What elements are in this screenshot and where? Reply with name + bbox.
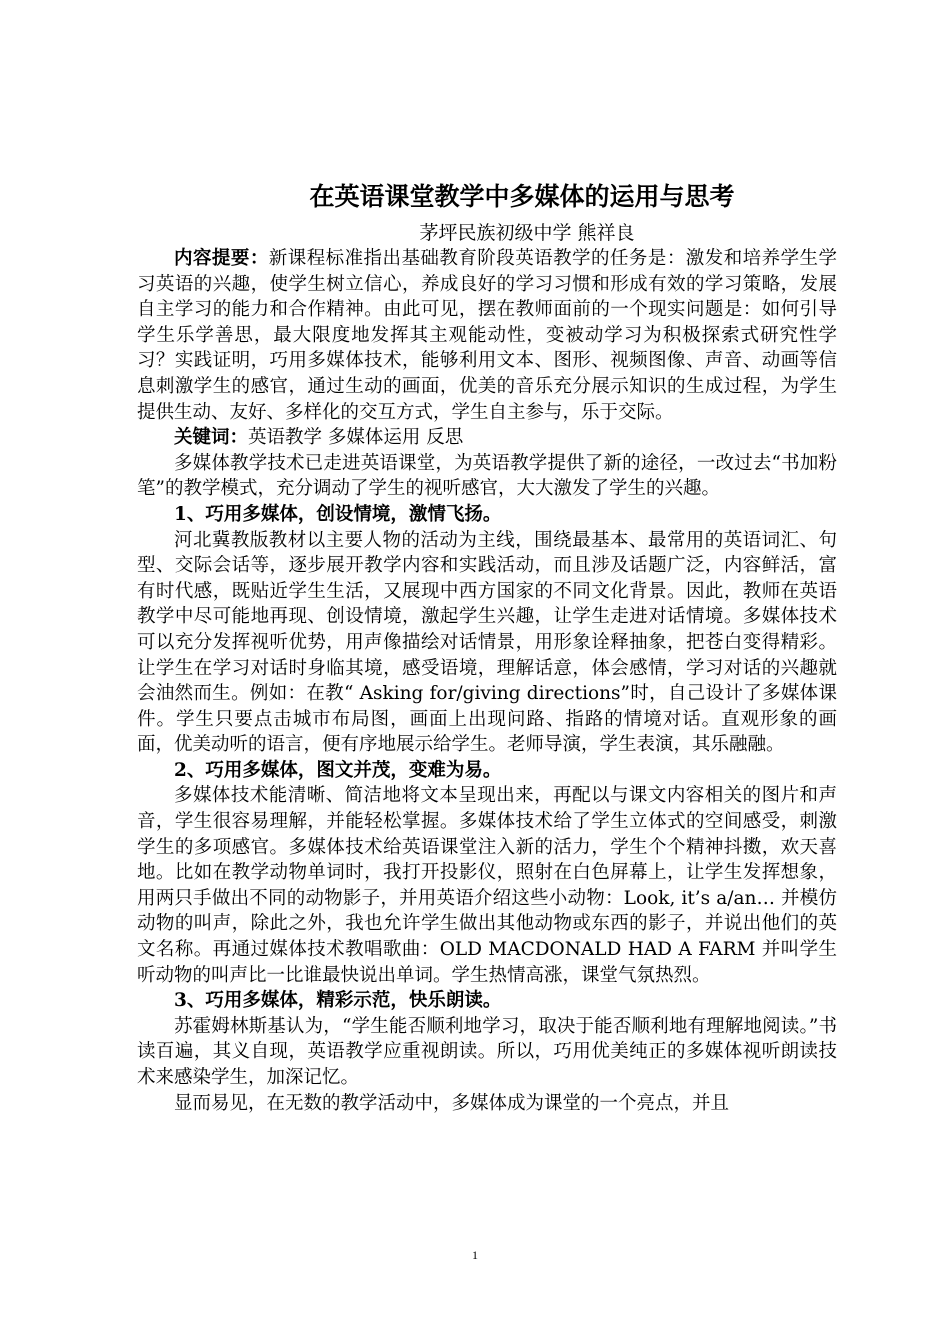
section-heading-2: 2、巧用多媒体，图文并茂，变难为易。 xyxy=(174,759,502,781)
author-line: 茅坪民族初级中学 熊祥良 xyxy=(419,222,635,244)
abstract-paragraph xyxy=(137,246,837,425)
article-title: 在英语课堂教学中多媒体的运用与思考 xyxy=(309,182,735,211)
section-2-paragraph-1: 多媒体技术能清晰、简洁地将文本呈现出来，再配以与课文内容相关的图片和声音，学生很容易理解，并能轻松掌握。多媒体技术给了学生立体式的空间感受，刺激学生的多项感官。多媒体技术给英语课堂注入新的活力，学生个个精神抖擞，欢天喜地。比如在教学动物单词时，我打开投影仪，照射在白色屏幕上，让学生发挥想象，用两只手做出不同的动物影子，并用英语介绍这些小动物：Look, it’s a/an… 并模仿动物的叫声，除此之外，我也允许学生做出其他动物或东西的影子，并说出他们的英文名称。再通过媒体技术教唱歌曲：OLD MACDONALD HAD A FARM 并叫学生听动物的叫声比一比谁最快说出单词。学生热情高涨，课堂气氛热烈。 xyxy=(137,785,837,986)
keywords-label: 关键词： xyxy=(174,427,249,449)
section-3-paragraph-2: 显而易见，在无数的教学活动中，多媒体成为课堂的一个亮点，并且 xyxy=(174,1092,730,1114)
page-number: 1 xyxy=(472,1248,478,1262)
intro-paragraph: 多媒体教学技术已走进英语课堂，为英语教学提供了新的途径，一改过去“书加粉笔”的教学模式，充分调动了学生的视听感官，大大激发了学生的兴趣。 xyxy=(137,452,837,500)
keywords-text: 英语教学 多媒体运用 反思 xyxy=(248,427,464,449)
section-heading-1: 1、巧用多媒体，创设情境，激情飞扬。 xyxy=(174,503,502,525)
section-heading-3: 3、巧用多媒体，精彩示范，快乐朗读。 xyxy=(174,990,502,1012)
abstract-label: 内容提要： xyxy=(174,248,269,269)
section-1-paragraph-1: 河北冀教版教材以主要人物的活动为主线，围绕最基本、最常用的英语词汇、句型、交际会话等，逐步展开教学内容和实践活动，而且涉及话题广泛，内容鲜活，富有时代感，既贴近学生生活，又展现中西方国家的不同文化背景。因此，教师在英语教学中尽可能地再现、创设情境，激起学生兴趣，让学生走进对话情境。多媒体技术可以充分发挥视听优势，用声像描绘对话情景，用形象诠释抽象，把苍白变得精彩。让学生在学习对话时身临其境，感受语境，理解话意，体会感情，学习对话的兴趣就会油然而生。例如：在教“ Asking for/giving directions”时，自己设计了多媒体课件。学生只要点击城市布局图，画面上出现问路、指路的情境对话。直观形象的画面，优美动听的语言，便有序地展示给学生。老师导演，学生表演，其乐融融。 xyxy=(137,529,837,756)
keywords-paragraph xyxy=(137,425,837,451)
abstract-text: 新课程标准指出基础教育阶段英语教学的任务是：激发和培养学生学习英语的兴趣，使学生树立信心，养成良好的学习习惯和形成有效的学习策略，发展自主学习的能力和合作精神。由此可见，摆在教师面前的一个现实问题是：如何引导学生乐学善思，最大限度地发挥其主观能动性，变被动学习为积极探索式研究性学习？实践证明，巧用多媒体技术，能够利用文本、图形、视频图像、声音、动画等信息刺激学生的感官，通过生动的画面，优美的音乐充分展示知识的生成过程，为学生提供生动、友好、多样化的交互方式，学生自主参与，乐于交际。 xyxy=(137,248,837,423)
page-content xyxy=(137,180,837,1116)
section-3-paragraph-1: 苏霍姆林斯基认为，“学生能否顺利地学习，取决于能否顺利地有理解地阅读。”书读百遍，其义自现，英语教学应重视朗读。所以，巧用优美纯正的多媒体视听朗读技术来感染学生，加深记忆。 xyxy=(137,1015,837,1088)
